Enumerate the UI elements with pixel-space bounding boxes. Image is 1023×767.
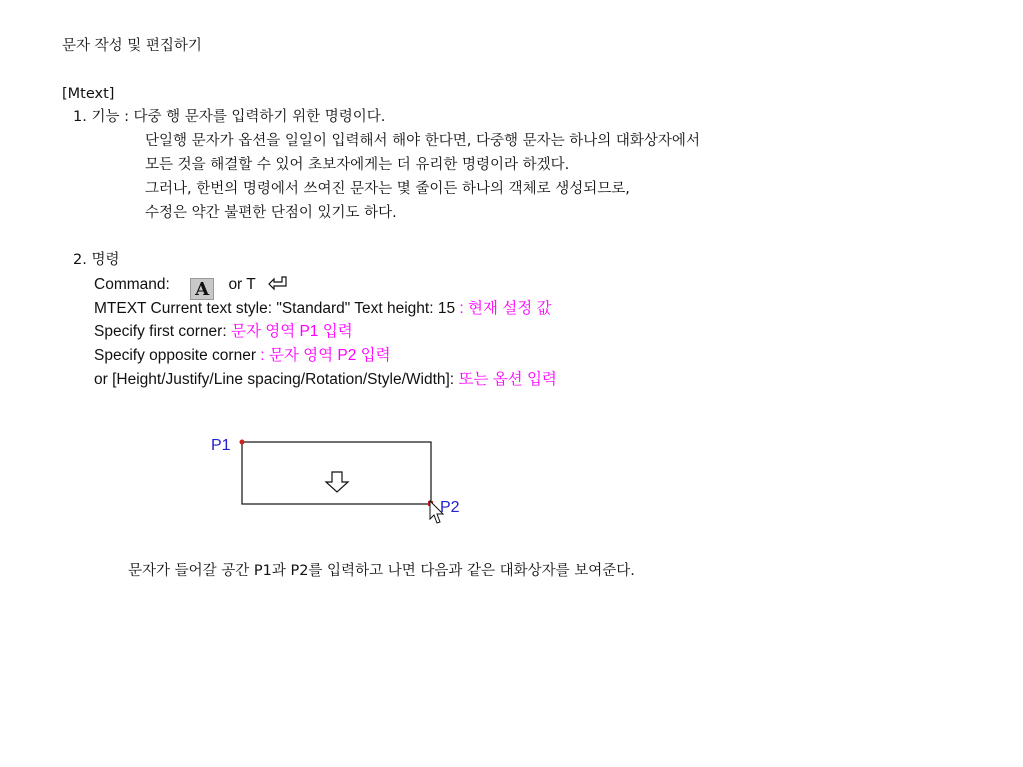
opposite-corner-note: : 문자 영역 P2 입력 (260, 347, 391, 364)
first-corner-line (94, 322, 353, 342)
item1-line-3: 그러나, 한번의 명령에서 쓰여진 문자는 몇 줄이든 하나의 객체로 생성되므로, (145, 181, 630, 197)
item1-line-4: 수정은 약간 불편한 단점이 있기도 하다. (145, 205, 397, 221)
command-label: Command: (94, 276, 170, 293)
item2-heading: 2. 명령 (73, 252, 120, 268)
enter-key-icon (268, 276, 288, 292)
section-heading: [Mtext] (62, 86, 115, 102)
item1-line-2: 모든 것을 해결할 수 있어 초보자에게는 더 유리한 명령이라 하겠다. (145, 157, 570, 173)
page-title: 문자 작성 및 편집하기 (62, 38, 202, 54)
mtext-status-line (94, 299, 551, 319)
mtext-status-note: : 현재 설정 값 (459, 300, 552, 317)
text-area-diagram (205, 428, 475, 533)
opposite-corner-line (94, 346, 391, 366)
mtext-tool-icon: A (190, 278, 214, 300)
first-corner-text: Specify first corner: (94, 323, 227, 340)
p1-label: P1 (211, 437, 231, 454)
item1-line-1: 단일행 문자가 옵션을 일일이 입력해서 해야 한다면, 다중행 문자는 하나의 대화상자에서 (145, 133, 700, 149)
command-line (94, 275, 288, 300)
options-line (94, 370, 557, 390)
or-t-text: or T (228, 276, 256, 293)
caption: 문자가 들어갈 공간 P1과 P2를 입력하고 나면 다음과 같은 대화상자를 보여준다. (128, 563, 635, 579)
p1-marker (240, 440, 245, 445)
item1-heading: 1. 기능 : 다중 행 문자를 입력하기 위한 명령이다. (73, 109, 386, 125)
opposite-corner-text: Specify opposite corner (94, 347, 256, 364)
first-corner-note: 문자 영역 P1 입력 (230, 323, 353, 340)
p2-label: P2 (440, 499, 460, 516)
down-arrow-icon (326, 472, 348, 492)
mtext-status-text: MTEXT Current text style: "Standard" Text height: 15 (94, 300, 456, 317)
options-text: or [Height/Justify/Line spacing/Rotation/Style/Width]: (94, 371, 455, 388)
options-note: 또는 옵션 입력 (458, 371, 557, 388)
